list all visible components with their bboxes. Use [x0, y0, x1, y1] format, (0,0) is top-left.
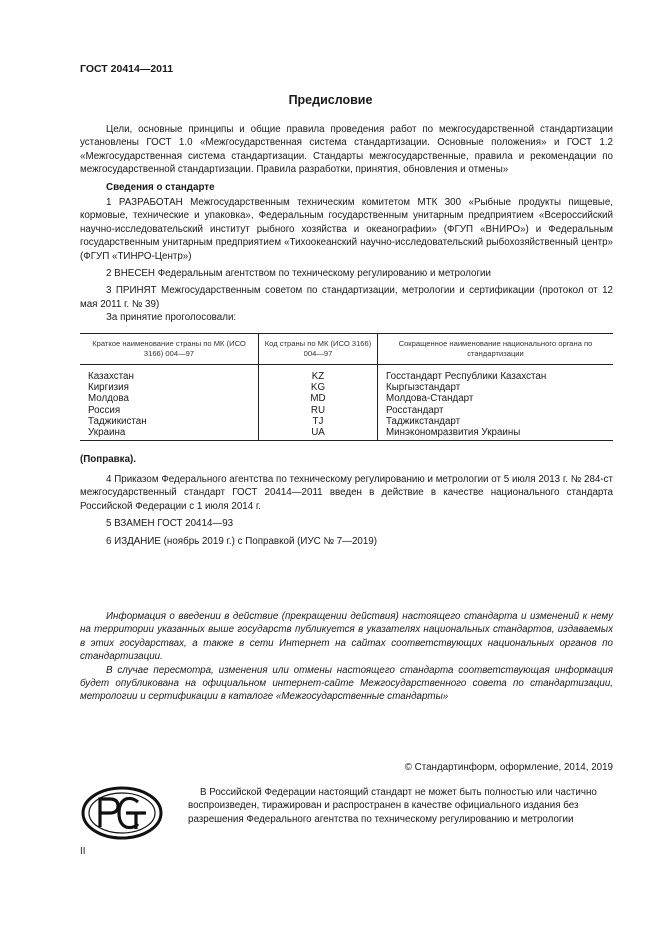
body-cell: Минэкономразвития Украины [378, 427, 614, 441]
body-cell: Госстандарт Республики Казахстан [378, 364, 614, 382]
page-number: II [80, 846, 86, 857]
document-code: ГОСТ 20414—2011 [80, 63, 174, 75]
item-edition: 6 ИЗДАНИЕ (ноябрь 2019 г.) с Поправкой (ИУС № 7—2019) [106, 535, 377, 547]
country-cell: Украина [80, 427, 259, 441]
page-title: Предисловие [288, 93, 373, 107]
country-cell: Киргизия [88, 381, 129, 393]
table-row [80, 427, 613, 441]
intro-paragraph: Цели, основные принципы и общие правила проведения работ по межгосударственной стандартизации установлены ГОСТ 1.0 «Межгосударственная система стандартизации. Основные положения» и ГОСТ 1.2 «Межгосударственная система стандартизации. Стандарты межгосударственные, правила и рекомендации по межгосударственной стандартизации. Правила разработки, принятия, обновления и отмены» [80, 124, 613, 176]
code-cell: UA [259, 427, 378, 441]
voting-states-table [80, 333, 613, 442]
body-cell: Росстандарт [378, 405, 614, 416]
item-replaces: 5 ВЗАМЕН ГОСТ 20414—93 [106, 518, 234, 530]
item-introduced: 2 ВНЕСЕН Федеральным агентством по техническому регулированию и метрологии [106, 268, 492, 280]
info-paragraph-2: В случае пересмотра, изменения или отмены настоящего стандарта соответствующая информация будет опубликована на официальном интернет-сайте Межгосударственного совета по стандартизации, метрологии и сертификации в каталоге «Межгосударственные стандарты» [80, 664, 613, 703]
table-row [80, 405, 613, 416]
code-cell: KZ [259, 364, 378, 382]
item-adopted: 3 ПРИНЯТ Межгосударственным советом по стандартизации, метрологии и сертификации (протокол от 12 мая 2011 г. № 39) [80, 285, 613, 310]
country-cell: Россия [88, 404, 121, 416]
item-order: 4 Приказом Федерального агентства по техническому регулированию и метрологии от 5 июля 2013 г. № 284-ст межгосударственный стандарт ГОСТ 20414—2011 введен в действие в качестве национального стандарта Российской Федерации с 1 июля 2014 г. [80, 473, 613, 512]
amendment-label: (Поправка). [80, 454, 136, 466]
code-cell: RU [259, 405, 378, 416]
table-row [80, 416, 613, 427]
item-developed: 1 РАЗРАБОТАН Межгосударственным техническим комитетом МТК 300 «Рыбные продукты пищевые, кормовые, технические и упаковка», Федеральным государственным унитарным предприятием «Всероссийский научно-исследовательский институт рыбного хозяйства и океанографии» (ФГУП «ВНИРО») и Федеральным государственным унитарным предприятием «Тихоокеанский научно-исследовательский рыбохозяйственный центр» (ФГУП «ТИНРО-Центр») [80, 197, 613, 262]
table-row [80, 393, 613, 404]
standard-info-heading: Сведения о стандарте [106, 181, 215, 193]
country-cell: Молдова [88, 393, 129, 405]
voted-label: За принятие проголосовали: [106, 312, 237, 324]
info-paragraph-1: Информация о введении в действие (прекращении действия) настоящего стандарта и изменений к нему на территории указанных выше государств публикуется в указателях национальных стандартов, издаваемых в этих государствах, а также в сети Интернет на сайтах соответствующих национальных органов по стандартизации. [80, 611, 613, 663]
body-cell: Молдова-Стандарт [378, 393, 614, 404]
table-row [80, 382, 613, 393]
country-cell: Казахстан [88, 370, 134, 382]
table-row [80, 364, 613, 382]
publication-info [80, 610, 613, 704]
table-header-country: Краткое наименование страны по МК (ИСО 3166) 004—97 [80, 333, 259, 364]
rst-logo-icon [80, 785, 164, 841]
body-cell: Кыргызстандарт [378, 382, 614, 393]
code-cell: MD [259, 393, 378, 404]
foreword-body [80, 123, 613, 548]
table-header-code: Код страны по МК (ИСО 3166) 004—97 [259, 333, 378, 364]
body-cell: Таджикстандарт [378, 416, 614, 427]
table-header-row [80, 333, 613, 364]
country-cell: Таджикистан [88, 415, 147, 427]
code-cell: KG [259, 382, 378, 393]
table-header-body: Сокращенное наименование национального органа по стандартизации [378, 333, 614, 364]
code-cell: TJ [259, 416, 378, 427]
reproduction-notice: В Российской Федерации настоящий стандарт не может быть полностью или частично воспроизведен, тиражирован и распространен в качестве официального издания без разрешения Федерального агентства по техническому регулированию и метрологии [188, 787, 597, 825]
copyright-line: © Стандартинформ, оформление, 2014, 2019 [404, 762, 613, 773]
